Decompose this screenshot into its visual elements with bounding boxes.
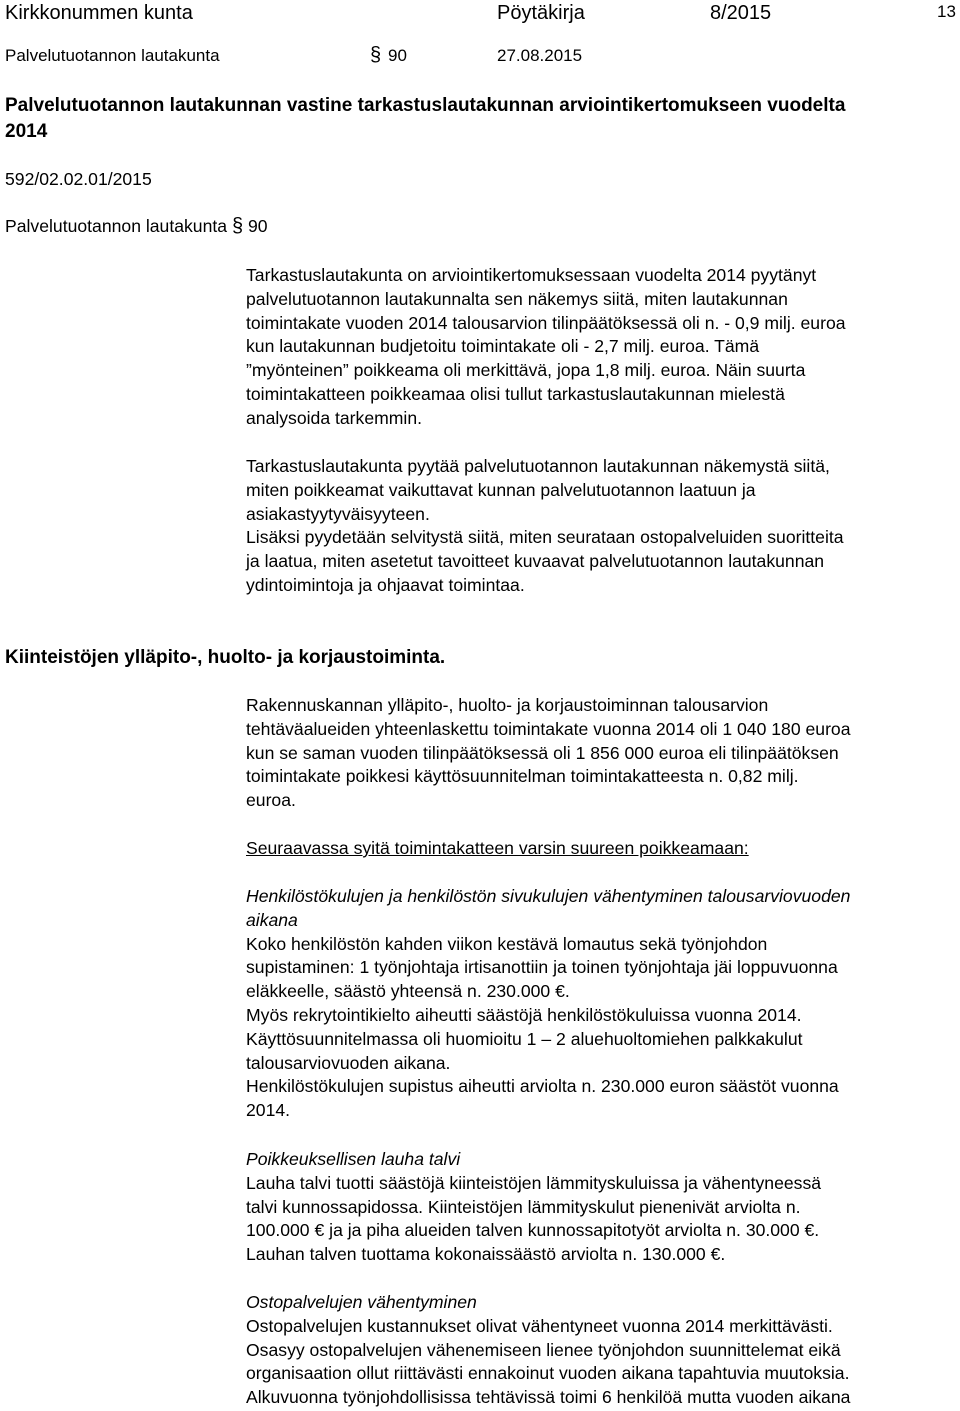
section-number: 90 [247, 216, 268, 236]
title-line: Palvelutuotannon lautakunnan vastine tarkastuslautakunnan arviointikertomukseen vuodelta [5, 95, 846, 116]
header-section-number: 90 [388, 46, 407, 65]
purchased-services-section [246, 1291, 958, 1410]
text-line: Ostopalvelujen kustannukset olivat vähentyneet vuonna 2014 merkittävästi. [246, 1315, 833, 1336]
staff-costs-heading: aikana [246, 909, 298, 930]
text-line: organisaation ollut riittävästi ennakoinut vuoden aikana tapahtuvia muutoksia. [246, 1363, 850, 1384]
page-number: 13 [937, 2, 956, 21]
text-line: Koko henkilöstön kahden viikon kestävä lomautus sekä työnjohdon [246, 933, 768, 954]
title-line: 2014 [5, 121, 48, 142]
header-date: 27.08.2015 [497, 46, 583, 65]
case-number: 592/02.02.01/2015 [5, 169, 152, 189]
mild-winter-heading: Poikkeuksellisen lauha talvi [246, 1149, 461, 1169]
section-heading: Kiinteistöjen ylläpito-, huolto- ja korjaustoiminta. [5, 647, 446, 668]
text-line: Käyttösuunnitelmassa oli huomioitu 1 – 2 aluehuoltomiehen palkkakulut [246, 1028, 803, 1049]
staff-costs-section [246, 885, 958, 1123]
text-line: 2014. [246, 1100, 291, 1121]
text-line: Lauha talvi tuotti säästöjä kiinteistöjen lämmityskuluissa ja vähentyneessä [246, 1172, 822, 1193]
text-line: Henkilöstökulujen supistus aiheutti arviolta n. 230.000 euron säästöt vuonna [246, 1076, 839, 1097]
text-line: palvelutuotannon lautakunnalta sen näkemys siitä, miten lautakunnan [246, 288, 788, 309]
text-line: tehtäväalueiden yhteenlaskettu toimintakate vuonna 2014 oli 1 040 180 euroa [246, 718, 851, 739]
text-line: 100.000 € ja ja piha alueiden talven kunnossapitotyöt arviolta n. 30.000 €. [246, 1220, 820, 1241]
text-line: eläkkeelle, säästö yhteensä n. 230.000 €. [246, 981, 570, 1002]
header-board-name: Palvelutuotannon lautakunta [5, 46, 220, 65]
text-line: asiakastyytyväisyyteen. [246, 503, 430, 524]
text-line: miten poikkeamat vaikuttavat kunnan palvelutuotannon laatuun ja [246, 479, 756, 500]
paragraph-maintenance [246, 694, 958, 813]
text-line: kun lautakunnan budjetoitu toimintakate oli - 2,7 milj. euroa. Tämä [246, 336, 760, 357]
text-line: toimintakate vuoden 2014 talousarvion tilinpäätöksessä oli n. - 0,9 milj. euroa [246, 312, 846, 333]
text-line: kun se saman vuoden tilinpäätöksessä oli 1 856 000 euroa eli tilinpäätöksen [246, 742, 839, 763]
text-line: talvi kunnossapidossa. Kiinteistöjen lämmityskulut pienenivät arviolta n. [246, 1196, 801, 1217]
document-number: 8/2015 [710, 2, 772, 24]
text-line: talousarviovuoden aikana. [246, 1052, 451, 1073]
mild-winter-section [246, 1148, 958, 1267]
municipality-name: Kirkkonummen kunta [5, 2, 193, 24]
paragraph-quality [246, 455, 958, 598]
board-reference [5, 215, 268, 239]
section-mark-icon: § [370, 44, 382, 66]
text-line: toimintakate poikkesi käyttösuunnitelman toimintakatteesta n. 0,82 milj. [246, 766, 799, 787]
text-line: Tarkastuslautakunta pyytää palvelutuotannon lautakunnan näkemystä siitä, [246, 456, 830, 476]
text-line: Osasyy ostopalvelujen vähenemiseen lienee työnjohdon suunnittelemat eikä [246, 1339, 841, 1360]
text-line: ydintoimintoja ja ohjaavat toimintaa. [246, 574, 525, 595]
text-line: euroa. [246, 790, 296, 811]
text-line: analysoida tarkemmin. [246, 407, 423, 428]
text-line: ja laatua, miten asetetut tavoitteet kuvaavat palvelutuotannon lautakunnan [246, 551, 825, 572]
purchased-services-heading: Ostopalvelujen vähentyminen [246, 1292, 477, 1312]
section-mark-icon: § [231, 215, 244, 237]
text-line: supistaminen: 1 työnjohtaja irtisanottiin ja toinen työnjohtaja jäi loppuvuonna [246, 957, 838, 978]
reasons-heading: Seuraavassa syitä toimintakatteen varsin suureen poikkeamaan: [246, 838, 749, 858]
text-line: toimintakatteen poikkeamaa olisi tullut tarkastuslautakunnan mielestä [246, 383, 785, 404]
document-title [5, 93, 845, 145]
document-type: Pöytäkirja [497, 2, 585, 24]
text-line: Tarkastuslautakunta on arviointikertomuksessaan vuodelta 2014 pyytänyt [246, 265, 817, 285]
text-line: Lisäksi pyydetään selvitystä siitä, miten seurataan ostopalveluiden suoritteita [246, 527, 844, 548]
board-name: Palvelutuotannon lautakunta [5, 216, 228, 236]
text-line: Alkuvuonna työnjohdollisissa tehtävissä toimi 6 henkilöä mutta vuoden aikana [246, 1387, 851, 1408]
staff-costs-heading: Henkilöstökulujen ja henkilöstön sivukulujen vähentyminen talousarviovuoden [246, 886, 851, 906]
text-line: Myös rekrytointikielto aiheutti säästöjä henkilöstökuluissa vuonna 2014. [246, 1004, 802, 1025]
text-line: Rakennuskannan ylläpito-, huolto- ja korjaustoiminnan talousarvion [246, 695, 769, 715]
text-line: Lauhan talven tuottama kokonaissäästö arviolta n. 130.000 €. [246, 1244, 726, 1265]
text-line: ”myönteinen” poikkeama oli merkittävä, jopa 1,8 milj. euroa. Näin suurta [246, 360, 806, 381]
paragraph-request [246, 264, 958, 431]
